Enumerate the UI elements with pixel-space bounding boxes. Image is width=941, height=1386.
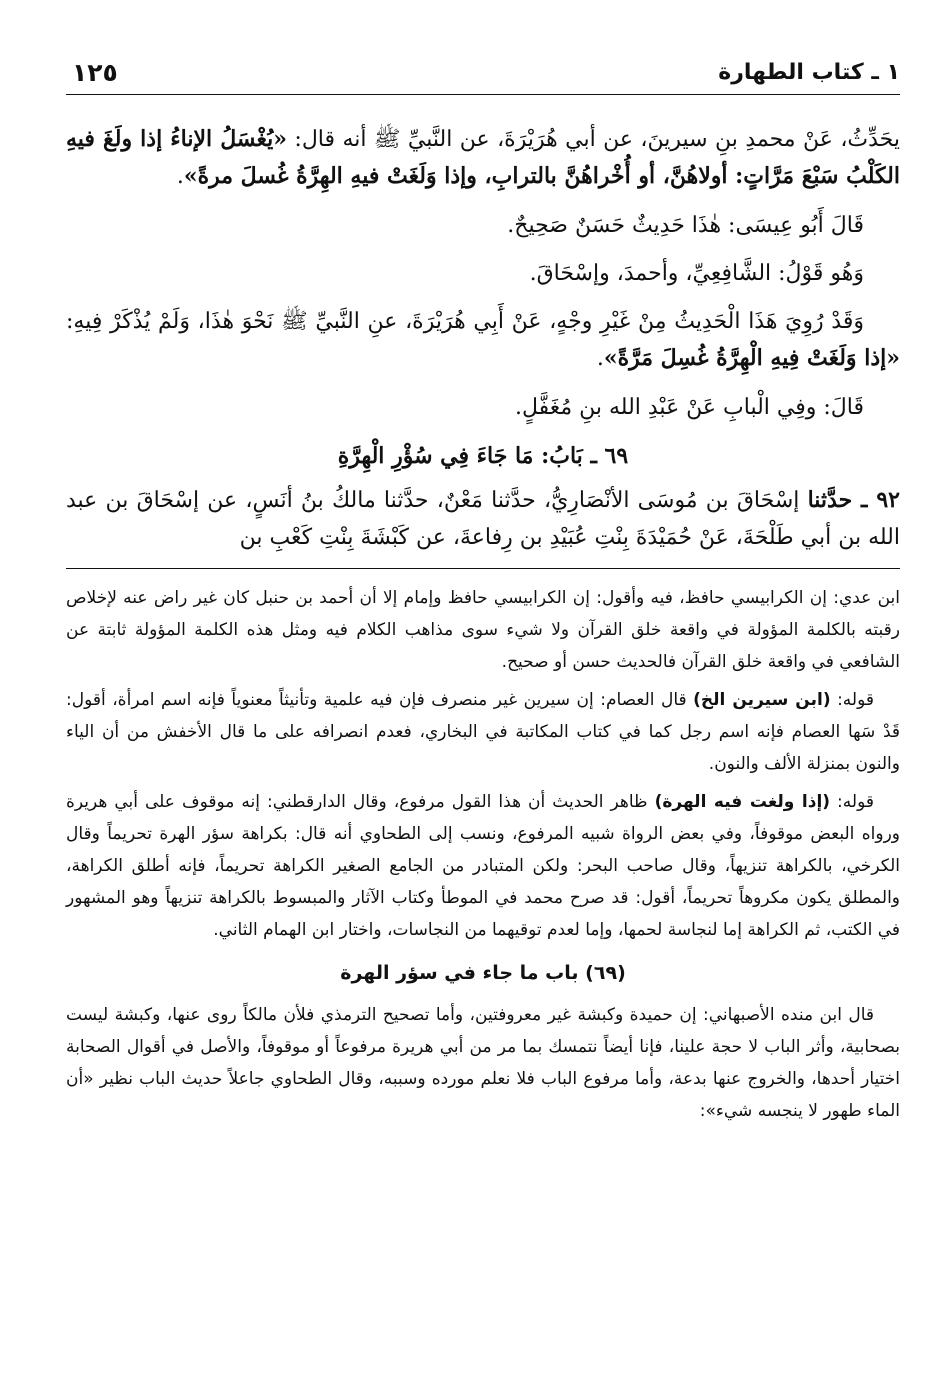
scholars-opinion: وَهُو قَوْلُ: الشَّافِعِيِّ، وأحمدَ، وإسْحَاقَ. bbox=[529, 260, 864, 286]
note-lead: قوله: bbox=[830, 689, 875, 710]
narration-quote: «إذا وَلَغَتْ فِيهِ الْهِرَّةُ غُسِلَ مَرَّةً» bbox=[603, 345, 900, 372]
main-text bbox=[66, 121, 900, 556]
tirmidhi-grading: قَالَ أَبُو عِيسَى: هٰذَا حَدِيثٌ حَسَنٌ صَحِيحٌ. bbox=[507, 212, 864, 238]
note-keyword: (إذا ولغت فيه الهرة) bbox=[654, 791, 831, 812]
book-page bbox=[66, 58, 900, 1368]
chapter-heading: ٦٩ ـ بَابُ: مَا جَاءَ فِي سُؤْرِ الْهِرَّةِ bbox=[337, 443, 629, 470]
hadith-quote: «يُغْسَلُ الإناءُ إذا ولَغَ فيهِ الكَلْبُ سَبْعَ مَرَّاتٍ: أولاهُنَّ، أو أُخْراهُنَّ بالترابِ، وإذا وَلَغَتْ فيهِ الهِرَّةُ غُسلَ مرةً» bbox=[66, 126, 900, 190]
chapter-title: ١ ـ كتاب الطهارة bbox=[718, 60, 900, 85]
hadith-text: يحَدِّثُ، عَنْ محمدِ بنِ سيرينَ، عن أبي هُرَيْرَةَ، عن النَّبيِّ ﷺ أنه قال: bbox=[286, 127, 900, 152]
hadith-number: ٩٢ ـ حدَّثنا bbox=[807, 487, 900, 514]
commentary-notes bbox=[66, 583, 900, 1128]
narration-text: وَقَدْ رُوِيَ هَذَا الْحَدِيثُ مِنْ غَيْرِ وجْهٍ، عَنْ أَبِي هُرَيْرَةَ، عنِ النَّبيِّ ﷺ نَحْوَ هٰذَا، وَلَمْ يُذْكَرْ فِيهِ: bbox=[66, 309, 864, 335]
note-lead: قوله: bbox=[830, 791, 874, 812]
notes-chapter-heading: (٦٩) باب ما جاء في سؤر الهرة bbox=[340, 962, 626, 985]
chapter-reference: قَالَ: وفِي الْبابِ عَنْ عَبْدِ الله بنِ مُغَفَّلٍ. bbox=[514, 394, 864, 420]
page-number: ١٢٥ bbox=[72, 58, 118, 87]
narration-note bbox=[66, 304, 900, 378]
note-paragraph bbox=[66, 685, 900, 781]
punctuation: . bbox=[176, 164, 184, 190]
footnote-separator bbox=[66, 568, 900, 569]
note-paragraph: قال ابن منده الأصبهاني: إن حميدة وكبشة غير معروفتين، وأما تصحيح الترمذي فلأن مالكاً روى عنها، وكبشة ليست بصحابية، وأثر الباب لا حجة علينا، فإنا أيضاً نتمسك بما مر من أبي هريرة مرفوعاً أو موقوفاً، والأصل في أقوال الصحابة اختيار أحدها، والخروج عنها بدعة، وأما مرفوع الباب فلا نعلم مورده وسببه، وقال الطحاوي جاعلاً حديث الباب نظير «أن الماء طهور لا ينجسه شيء»: bbox=[66, 1005, 900, 1122]
running-header bbox=[66, 58, 900, 95]
note-paragraph: ابن عدي: إن الكرابيسي حافظ، فيه وأقول: إن الكرابيسي حافظ وإمام إلا أن أحمد بن حنبل كان غير راض عنه لإخلاص رقبته بالكلمة المؤولة في واقعة خلق القرآن ولا شيء سوى مذاهب الكلام فيه ومثل هذه الكلمة المؤولة ثابتة عن الشافعي في واقعة خلق القرآن فالحديث حسن أو صحيح. bbox=[66, 587, 900, 672]
punctuation: . bbox=[596, 346, 604, 372]
note-text: قال العصام: إن سيرين غير منصرف فإن فيه علمية وتأنيثاً معنوياً فإنه اسم امرأة، أقول: قَدْ سَها العصام فإنه اسم رجل كما في كتاب المكاتبة في البخاري، فعدم انصرافه على ما قال الأخفش من أن الياء والنون بمنزلة الألف والنون. bbox=[66, 689, 900, 774]
hadith-paragraph bbox=[66, 121, 900, 196]
note-paragraph bbox=[66, 787, 900, 947]
hadith-92-paragraph bbox=[66, 482, 900, 556]
note-text: ظاهر الحديث أن هذا القول مرفوع، وقال الدارقطني: إنه موقوف على أبي هريرة ورواه البعض موقوفاً، وفي بعض الرواة شبيه المرفوع، ونسب إلى الطحاوي أنه قال: بكراهة سؤر الهرة تحريماً وقال الكرخي، بالكراهة تنزيهاً، وقال صاحب البحر: ولكن المتبادر من الجامع الصغير الكراهة تحريماً، فإنه أطلق الكراهة، والمطلق يكون مكروهاً تحريماً، أقول: قد صرح محمد في الموطأ وكتاب الآثار والمبسوط بالكراهة تنزيهاً وهو المشهور في الكتب، ثم الكراهة إما لنجاسة لحمها، وإما لعدم توقيهما من النجاسات، واختار ابن الهمام الثاني. bbox=[66, 791, 900, 940]
note-keyword: (ابن سيرين الخ) bbox=[693, 689, 831, 710]
hadith-chain: إسْحَاقَ بن مُوسَى الأنْصَارِيُّ، حدَّثنا مَعْنٌ، حدَّثنا مالكُ بنُ أنَسٍ، عن إسْحَاقَ بن عبد الله بن أبي طَلْحَةَ، عَنْ حُمَيْدَةَ بِنْتِ عُبَيْدِ بن رِفاعةَ، عن كَبْشَةَ بِنْتِ كَعْبِ بن bbox=[66, 488, 900, 550]
